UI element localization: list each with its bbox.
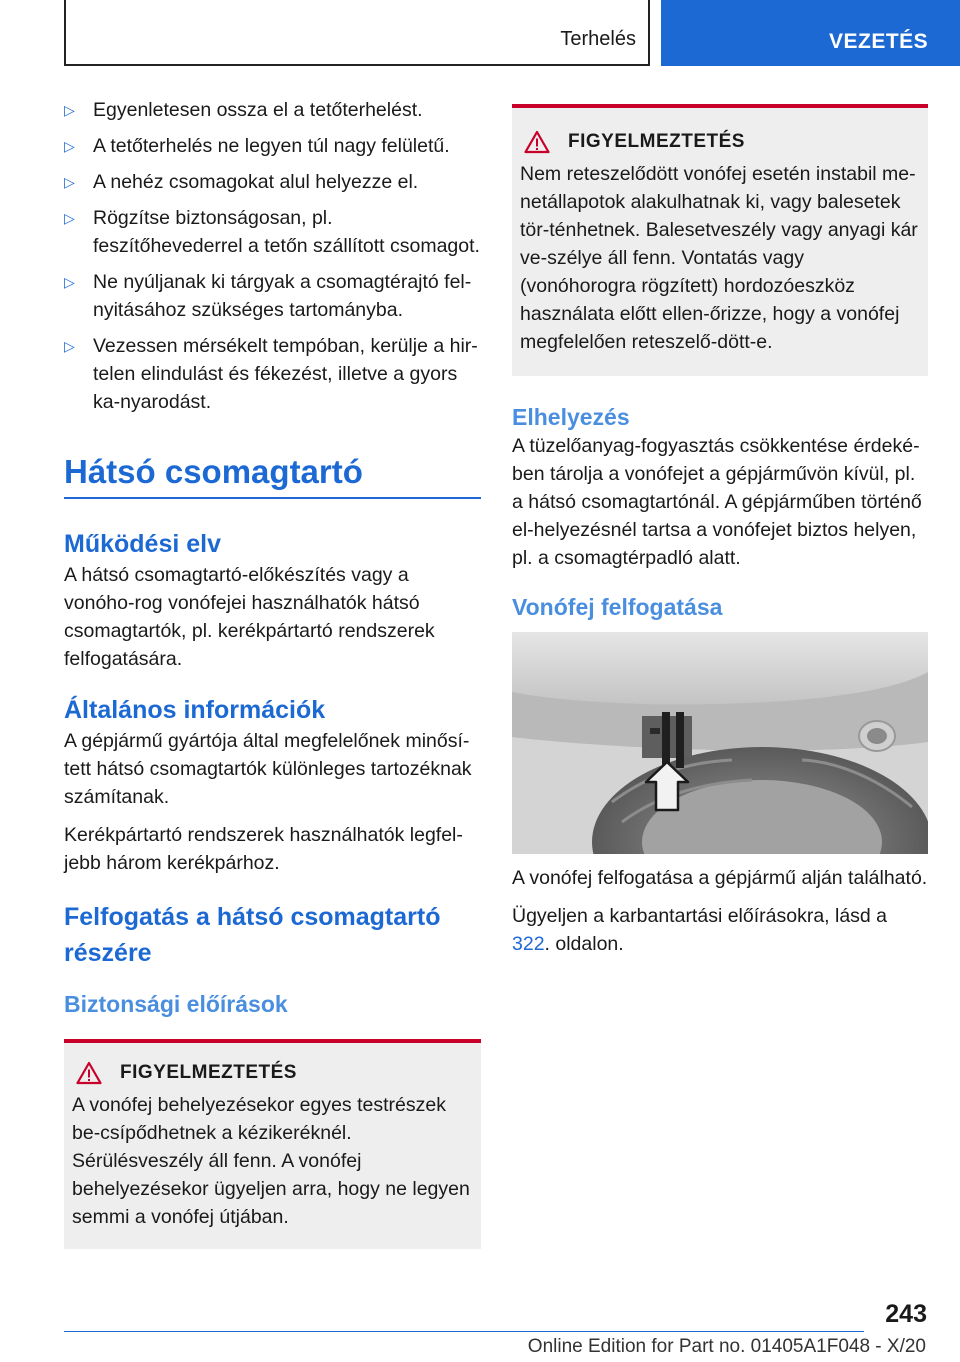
section-heading-mounting: Felfogatás a hátsó csomagtartó részére (64, 903, 441, 967)
right-column (512, 104, 928, 968)
page-title: Hátsó csomagtartó (64, 452, 481, 499)
section-heading-principle: Működési elv (64, 530, 221, 558)
page-number: 243 (885, 1300, 927, 1328)
warning-text: A vonófej behelyezésekor egyes testrészek be-csípődhetnek a kézikeréknél. Sérülésveszély áll fenn. A vonófej behelyezésekor ügyeljen arra, hogy ne legyen semmi a vonófej útjában. (72, 1094, 470, 1228)
warning-triangle-icon (76, 1061, 102, 1085)
triangle-bullet-icon: ▷ (64, 338, 75, 354)
section-heading-tow-ball-mounting: Vonófej felfogatása (512, 594, 723, 620)
list-item: ▷ Egyenletesen ossza el a tetőterhelést. (64, 96, 481, 124)
section-text-storage: A tüzelőanyag-fogyasztás csökkentése érdeké-ben tárolja a vonófejet a gépjárművön kívül, pl. a hátsó csomagtartónál. A gépjárműben történő el-helyezésnél tartsa a vonófejet biztos helyen, pl. a csomagtérpadló alatt. (512, 435, 922, 569)
subheading-safety: Biztonsági előírások (64, 991, 288, 1017)
list-item: ▷ Rögzítse biztonságosan, pl. feszítőhevederrel a tetőn szállított csomagot. (64, 204, 481, 260)
warning-title: FIGYELMEZTETÉS (120, 1062, 297, 1083)
bullet-list (64, 96, 481, 416)
triangle-bullet-icon: ▷ (64, 174, 75, 190)
header-section-title: Terhelés (560, 28, 636, 50)
footer-divider (64, 1331, 864, 1332)
triangle-bullet-icon: ▷ (64, 138, 75, 154)
page-reference-link[interactable]: 322 (512, 933, 545, 955)
section-heading-general-info: Általános információk (64, 696, 326, 724)
photo-caption: A vonófej felfogatása a gépjármű alján található. (512, 867, 928, 889)
triangle-bullet-icon: ▷ (64, 210, 75, 226)
page-header (0, 0, 960, 66)
header-chapter-label: VEZETÉS (829, 30, 929, 53)
section-text-general-info-2: Kerékpártartó rendszerek használhatók legfel-jebb három kerékpárhoz. (64, 824, 463, 874)
warning-box (512, 104, 928, 376)
warning-text: Nem reteszelődött vonófej esetén instabil me-netállapotok alakulhatnak ki, vagy balesetek tör-ténhetnek. Balesetveszély vagy anyagi kár ve-szélye áll fenn. Vontatás vagy (vonóhorogra rögzített) hordozóeszköz használata előtt ellen-őrizze, hogy a vonófej megfelelően reteszelő-dött-e. (520, 163, 918, 353)
list-item: ▷ A tetőterhelés ne legyen túl nagy felületű. (64, 132, 481, 160)
footer-edition: Online Edition for Part no. 01405A1F048 - X/20 (527, 1336, 926, 1357)
list-item: ▷ Ne nyúljanak ki tárgyak a csomagtérajtó fel-nyitásához szükséges tartományba. (64, 268, 481, 324)
triangle-bullet-icon: ▷ (64, 274, 75, 290)
tow-ball-mount-photo (512, 632, 928, 854)
maintenance-note: Ügyeljen a karbantartási előírásokra, lásd a 322. oldalon. (512, 905, 888, 955)
warning-title: FIGYELMEZTETÉS (568, 131, 745, 152)
car-underside-illustration (512, 632, 928, 854)
section-heading-storage: Elhelyezés (512, 404, 630, 430)
section-text-general-info-1: A gépjármű gyártója által megfelelőnek minősí-tett hátsó csomagtartók különleges tartozéknak számítanak. (64, 730, 472, 808)
triangle-bullet-icon: ▷ (64, 102, 75, 118)
warning-triangle-icon (524, 130, 550, 154)
list-item: ▷ A nehéz csomagokat alul helyezze el. (64, 168, 481, 196)
left-column (64, 96, 481, 1249)
warning-box (64, 1039, 481, 1249)
list-item: ▷ Vezessen mérsékelt tempóban, kerülje a hir-telen elindulást és fékezést, illetve a gyors ka-nyarodást. (64, 332, 481, 416)
header-chapter-tab (661, 0, 960, 66)
section-text-principle: A hátsó csomagtartó-előkészítés vagy a vonóho-rog vonófejei használhatók hátsó csomagtartók, pl. kerékpártartó rendszerek felfogatására. (64, 564, 435, 670)
